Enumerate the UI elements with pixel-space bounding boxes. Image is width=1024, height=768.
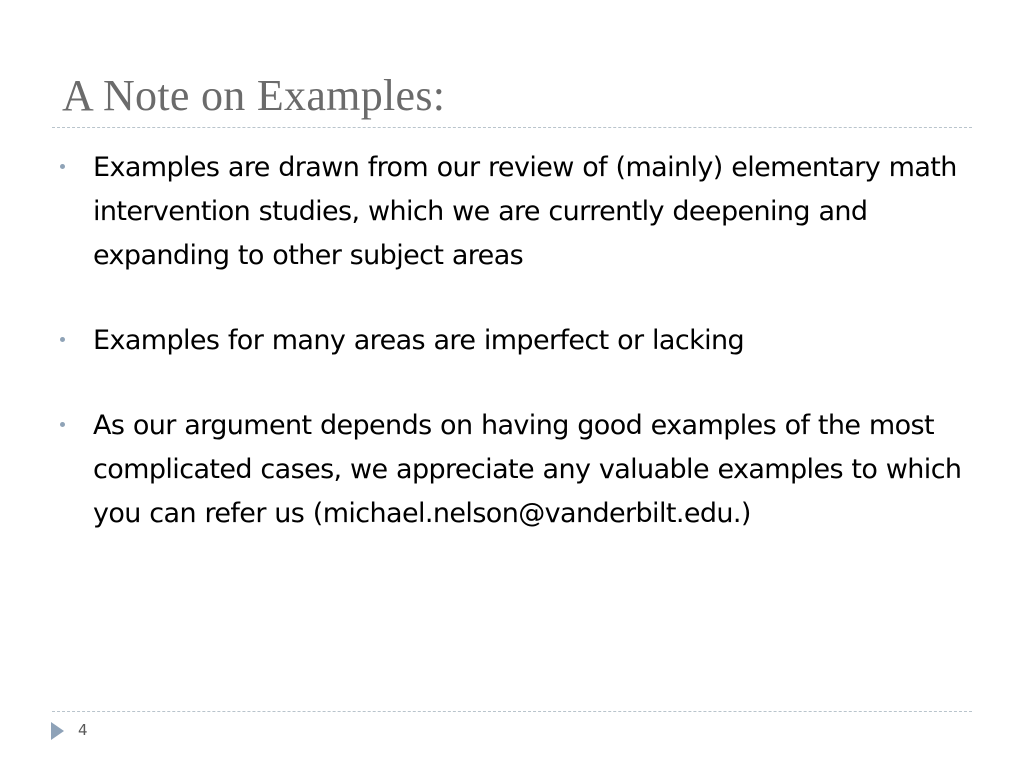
footer-divider (52, 711, 972, 712)
bullet-text: Examples are drawn from our review of (mainly) elementary math intervention studies, which we are currently deepening and expanding to other subject areas (93, 152, 957, 271)
page-number: 4 (78, 721, 88, 739)
bullet-item (60, 146, 970, 278)
bullet-text: Examples for many areas are imperfect or lacking (93, 325, 745, 356)
bullet-list (60, 146, 970, 577)
play-arrow-icon (51, 722, 64, 740)
bullet-dot-icon (60, 337, 65, 342)
bullet-dot-icon (60, 164, 65, 169)
bullet-dot-icon (60, 422, 65, 427)
bullet-item (60, 319, 970, 363)
bullet-text: As our argument depends on having good examples of the most complicated cases, we appreciate any valuable examples to which you can refer us (michael.nelson@vanderbilt.edu.) (93, 410, 962, 529)
bullet-item (60, 404, 970, 536)
title-divider (52, 127, 972, 128)
slide-title: A Note on Examples: (62, 71, 446, 120)
